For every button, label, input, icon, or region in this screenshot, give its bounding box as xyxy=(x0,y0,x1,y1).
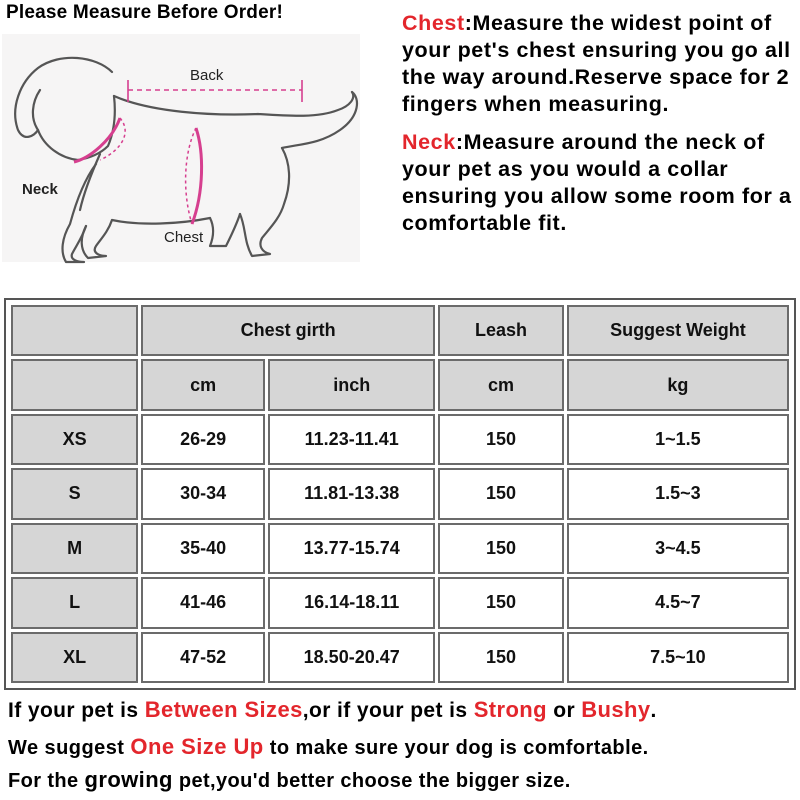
footer-text: or xyxy=(546,699,582,722)
table-row xyxy=(11,523,789,574)
back-label: Back xyxy=(190,67,224,84)
weight-cell: 3~4.5 xyxy=(567,523,789,574)
size-table xyxy=(8,302,792,686)
leash-cell: 150 xyxy=(438,468,564,519)
footer-text: For the xyxy=(8,770,85,792)
leash-cell: 150 xyxy=(438,632,564,683)
unit-leash-cm: cm xyxy=(438,359,564,410)
footer-text: to make sure your dog is comfortable. xyxy=(263,737,649,759)
chest-inch-cell: 11.81-13.38 xyxy=(268,468,435,519)
table-row xyxy=(11,468,789,519)
weight-cell: 1~1.5 xyxy=(567,414,789,465)
size-label: L xyxy=(11,577,138,628)
footer-text: pet,you'd better choose the bigger size. xyxy=(172,770,571,792)
weight-cell: 4.5~7 xyxy=(567,577,789,628)
measure-instructions xyxy=(402,10,798,248)
chest-cm-cell: 35-40 xyxy=(141,523,265,574)
neck-label: Neck xyxy=(22,181,58,198)
footer-highlight-strong: Strong xyxy=(473,697,547,722)
header-chest-girth: Chest girth xyxy=(141,305,435,356)
table-row xyxy=(11,632,789,683)
weight-cell: 7.5~10 xyxy=(567,632,789,683)
footer-note-growing xyxy=(8,767,798,793)
page-title: Please Measure Before Order! xyxy=(6,2,283,23)
header-leash: Leash xyxy=(438,305,564,356)
chest-instruction-key: Chest xyxy=(402,11,465,35)
neck-instruction-text: :Measure around the neck of your pet as you would a collar ensuring you allow some room for a comfortable fit. xyxy=(402,130,792,235)
table-row xyxy=(11,414,789,465)
header-suggest-weight: Suggest Weight xyxy=(567,305,789,356)
table-header-row xyxy=(11,305,789,356)
table-row xyxy=(11,577,789,628)
chest-instruction xyxy=(402,10,798,118)
neck-instruction xyxy=(402,129,798,237)
weight-cell: 1.5~3 xyxy=(567,468,789,519)
unit-chest-cm: cm xyxy=(141,359,265,410)
leash-cell: 150 xyxy=(438,577,564,628)
footer-text: . xyxy=(650,699,657,722)
size-label: XL xyxy=(11,632,138,683)
unit-corner-cell xyxy=(11,359,138,410)
footer-note-sizes xyxy=(8,697,798,723)
chest-instruction-text: :Measure the widest point of your pet's chest ensuring you go all the way around.Reserve space for 2 fingers when measuring. xyxy=(402,11,791,116)
size-chart xyxy=(4,298,796,690)
unit-chest-inch: inch xyxy=(268,359,435,410)
footer-text: We suggest xyxy=(8,737,131,759)
unit-weight-kg: kg xyxy=(567,359,789,410)
footer-highlight-growing: growing xyxy=(84,767,173,792)
footer-note-size-up xyxy=(8,734,798,760)
leash-cell: 150 xyxy=(438,414,564,465)
table-unit-row xyxy=(11,359,789,410)
size-label: XS xyxy=(11,414,138,465)
header-corner-cell xyxy=(11,305,138,356)
chest-inch-cell: 18.50-20.47 xyxy=(268,632,435,683)
chest-inch-cell: 16.14-18.11 xyxy=(268,577,435,628)
size-label: M xyxy=(11,523,138,574)
chest-cm-cell: 26-29 xyxy=(141,414,265,465)
chest-inch-cell: 11.23-11.41 xyxy=(268,414,435,465)
diagram-background xyxy=(2,34,360,262)
footer-highlight-bushy: Bushy xyxy=(581,697,651,722)
chest-cm-cell: 47-52 xyxy=(141,632,265,683)
footer-text: If your pet is xyxy=(8,699,145,722)
size-label: S xyxy=(11,468,138,519)
neck-instruction-key: Neck xyxy=(402,130,456,154)
chest-label: Chest xyxy=(164,229,204,246)
chest-cm-cell: 41-46 xyxy=(141,577,265,628)
footer-highlight-one-size-up: One Size Up xyxy=(130,734,264,759)
footer-highlight-between-sizes: Between Sizes xyxy=(144,697,303,722)
dog-illustration xyxy=(0,32,370,267)
dog-measure-diagram xyxy=(0,32,370,267)
leash-cell: 150 xyxy=(438,523,564,574)
chest-cm-cell: 30-34 xyxy=(141,468,265,519)
chest-inch-cell: 13.77-15.74 xyxy=(268,523,435,574)
footer-text: ,or if your pet is xyxy=(302,699,474,722)
